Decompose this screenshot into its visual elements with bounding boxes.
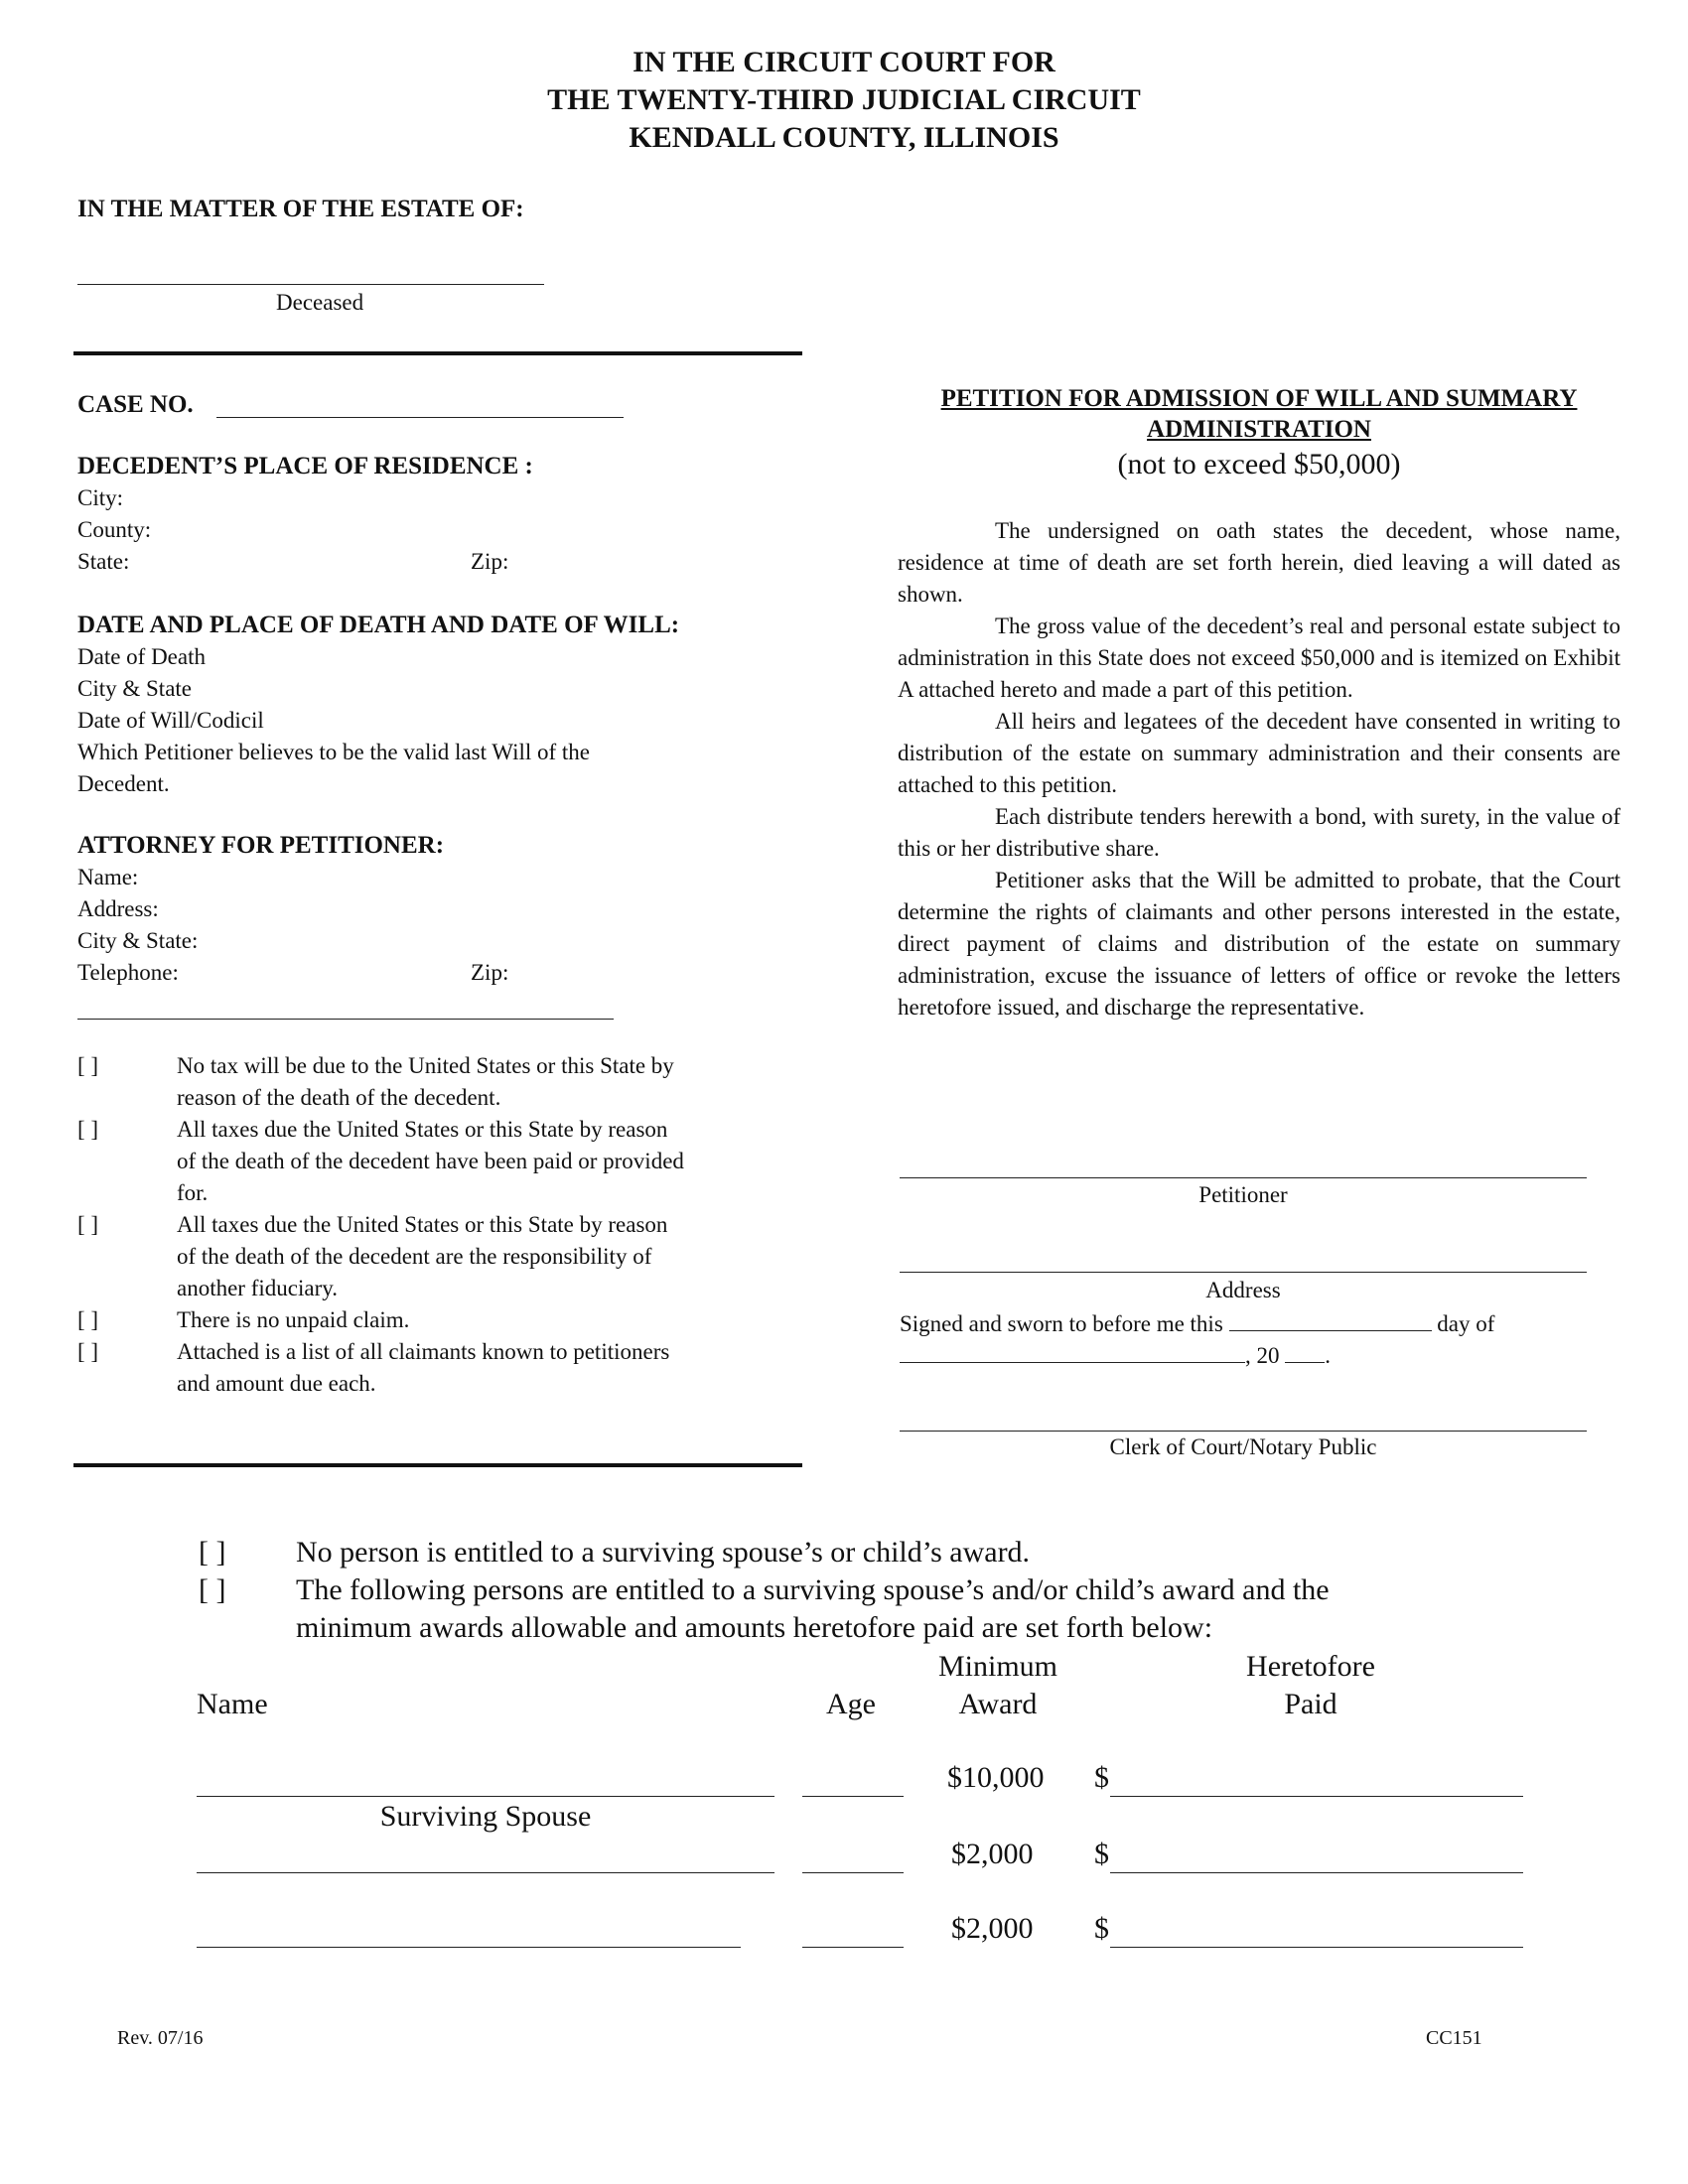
checklist-text: All taxes due the United States or this State by reason xyxy=(177,1212,668,1237)
attorney-heading: ATTORNEY FOR PETITIONER: xyxy=(77,832,445,859)
checkbox-taxes-paid[interactable]: [ ] xyxy=(77,1117,99,1142)
form-number: CC151 xyxy=(1426,2027,1482,2049)
petition-paragraph: All heirs and legatees of the decedent have consented in writing to distribution of the estate on summary administration and their consents are attached to this petition. xyxy=(898,709,1620,797)
deceased-name-line[interactable] xyxy=(77,284,544,285)
will-note-line-1: Which Petitioner believes to be the valid last Will of the xyxy=(77,740,591,764)
sworn-year-field[interactable] xyxy=(1285,1338,1325,1363)
date-of-death-label: Date of Death xyxy=(77,644,206,669)
checklist-text: All taxes due the United States or this State by reason xyxy=(177,1117,668,1142)
sworn-statement-line-2 xyxy=(900,1338,1331,1372)
sworn-day-field[interactable] xyxy=(1229,1306,1432,1331)
attorney-name-label: Name: xyxy=(77,865,139,889)
petition-paragraph: The gross value of the decedent’s real and personal estate subject to administration in this State does not exceed $50,000 and is itemized on Exhibit A attached hereto and made a part of this petition. xyxy=(898,614,1620,702)
case-number-label: CASE NO. xyxy=(77,391,194,418)
attorney-signature-line[interactable] xyxy=(77,1019,614,1020)
award-item-1: No person is entitled to a surviving spouse’s or child’s award. xyxy=(296,1536,1031,1569)
sworn-statement-line-1 xyxy=(900,1306,1494,1340)
column-header-minimum: Minimum xyxy=(937,1650,1057,1683)
currency-symbol: $ xyxy=(1094,1912,1109,1945)
residence-heading: DECEDENT’S PLACE OF RESIDENCE : xyxy=(77,453,533,479)
column-header-award: Award xyxy=(958,1688,1038,1720)
sworn-text: Signed and sworn to before me this xyxy=(900,1311,1223,1336)
deceased-label: Deceased xyxy=(276,290,364,315)
court-title-line-3: KENDALL COUNTY, ILLINOIS xyxy=(629,121,1059,154)
attorney-address-label: Address: xyxy=(77,896,159,921)
award-amount: $2,000 xyxy=(951,1838,1034,1870)
petition-paragraph: Petitioner asks that the Will be admitted to probate, that the Court determine the rights of claimants and other persons interested in the estate, direct payment of claims and distribution of the estate on summary administration, excuse the issuance of letters of office or revoke the letters heretofore issued, and discharge the representative. xyxy=(898,868,1620,1020)
award-paid-field[interactable] xyxy=(1110,1947,1523,1948)
checkbox-claimants-list[interactable]: [ ] xyxy=(77,1339,99,1364)
checklist-text: another fiduciary. xyxy=(177,1276,338,1300)
checklist-text: and amount due each. xyxy=(177,1371,376,1396)
surviving-spouse-label: Surviving Spouse xyxy=(379,1800,592,1833)
checkbox-award-list[interactable]: [ ] xyxy=(199,1573,226,1606)
award-name-field[interactable] xyxy=(197,1947,741,1948)
sworn-text: day of xyxy=(1437,1311,1495,1336)
column-header-paid: Paid xyxy=(1284,1688,1337,1720)
residence-county-label: County: xyxy=(77,517,152,542)
petition-paragraph: Each distribute tenders herewith a bond, with surety, in the value of this or her distributive share. xyxy=(898,804,1620,861)
checklist-text: No tax will be due to the United States or this State by xyxy=(177,1053,674,1078)
sworn-text: , 20 xyxy=(1245,1343,1280,1368)
estate-matter-heading: IN THE MATTER OF THE ESTATE OF: xyxy=(77,196,524,222)
will-note-line-2: Decedent. xyxy=(77,771,170,796)
sworn-month-field[interactable] xyxy=(900,1338,1245,1363)
attorney-telephone-label: Telephone: xyxy=(77,960,179,985)
column-header-name: Name xyxy=(197,1688,268,1720)
checklist-text: of the death of the decedent are the responsibility of xyxy=(177,1244,652,1269)
sworn-text: . xyxy=(1325,1343,1331,1368)
attorney-zip-label: Zip: xyxy=(471,960,509,985)
award-amount: $2,000 xyxy=(951,1912,1034,1945)
attorney-city-state-label: City & State: xyxy=(77,928,199,953)
currency-symbol: $ xyxy=(1094,1761,1109,1794)
petition-title-line-2: ADMINISTRATION xyxy=(1147,416,1371,443)
petitioner-signature-line[interactable] xyxy=(900,1177,1587,1178)
petitioner-label: Petitioner xyxy=(1198,1182,1288,1207)
checklist-text: reason of the death of the decedent. xyxy=(177,1085,501,1110)
residence-zip-label: Zip: xyxy=(471,549,509,574)
award-item-2-line-2: minimum awards allowable and amounts heretofore paid are set forth below: xyxy=(296,1611,1213,1644)
petition-title-line-1: PETITION FOR ADMISSION OF WILL AND SUMMARY xyxy=(940,385,1578,412)
award-age-field[interactable] xyxy=(802,1947,904,1948)
date-of-will-label: Date of Will/Codicil xyxy=(77,708,264,733)
case-number-field[interactable] xyxy=(216,417,624,418)
checklist-text: for. xyxy=(177,1180,209,1205)
award-item-2-line-1: The following persons are entitled to a surviving spouse’s and/or child’s award and the xyxy=(296,1573,1330,1606)
checklist-text: There is no unpaid claim. xyxy=(177,1307,410,1332)
petition-paragraph: The undersigned on oath states the decedent, whose name, residence at time of death are set forth herein, died leaving a will dated as shown. xyxy=(898,518,1620,607)
checkbox-other-fiduciary[interactable]: [ ] xyxy=(77,1212,99,1237)
column-header-heretofore: Heretofore xyxy=(1246,1650,1375,1683)
revision-date: Rev. 07/16 xyxy=(117,2027,204,2049)
checkbox-no-tax[interactable]: [ ] xyxy=(77,1053,99,1078)
award-paid-field[interactable] xyxy=(1110,1872,1523,1873)
residence-state-label: State: xyxy=(77,549,130,574)
checklist-text: Attached is a list of all claimants known to petitioners xyxy=(177,1339,670,1364)
checklist-text: of the death of the decedent have been paid or provided xyxy=(177,1149,684,1173)
section-divider-bottom xyxy=(73,1463,802,1467)
death-heading: DATE AND PLACE OF DEATH AND DATE OF WILL: xyxy=(77,612,680,638)
section-divider-top xyxy=(73,351,802,355)
address-label: Address xyxy=(1205,1278,1281,1302)
checkbox-no-award[interactable]: [ ] xyxy=(199,1536,226,1569)
column-header-age: Age xyxy=(826,1688,876,1720)
award-name-field[interactable] xyxy=(197,1796,774,1797)
award-paid-field[interactable] xyxy=(1110,1796,1523,1797)
court-title-line-1: IN THE CIRCUIT COURT FOR xyxy=(633,46,1055,78)
clerk-label: Clerk of Court/Notary Public xyxy=(1109,1434,1377,1459)
currency-symbol: $ xyxy=(1094,1838,1109,1870)
petition-subtitle: (not to exceed $50,000) xyxy=(1117,448,1401,480)
award-age-field[interactable] xyxy=(802,1796,904,1797)
checkbox-no-unpaid-claim[interactable]: [ ] xyxy=(77,1307,99,1332)
death-city-state-label: City & State xyxy=(77,676,192,701)
petitioner-address-line[interactable] xyxy=(900,1272,1587,1273)
court-title-line-2: THE TWENTY-THIRD JUDICIAL CIRCUIT xyxy=(547,83,1141,116)
award-name-field[interactable] xyxy=(197,1872,774,1873)
petition-body xyxy=(898,515,1620,1024)
award-amount: $10,000 xyxy=(947,1761,1045,1794)
award-age-field[interactable] xyxy=(802,1872,904,1873)
residence-city-label: City: xyxy=(77,485,124,510)
